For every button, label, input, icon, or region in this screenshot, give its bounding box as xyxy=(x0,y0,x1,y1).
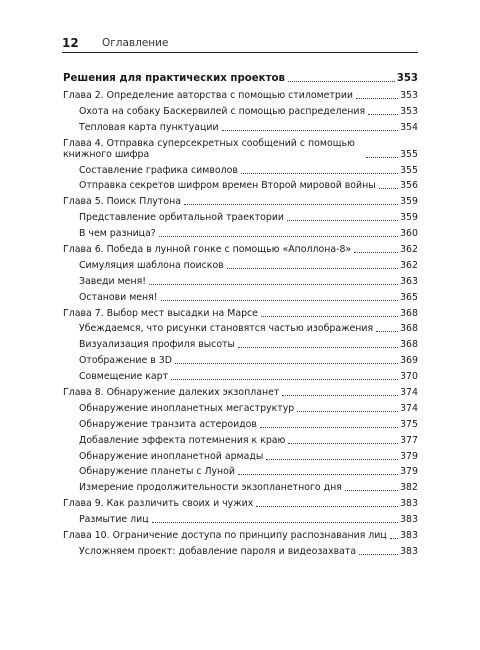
toc-entry-page: 383 xyxy=(400,514,418,526)
toc-entry-section xyxy=(63,546,418,557)
toc-entry-title: Обнаружение инопланетной армады xyxy=(79,450,264,462)
toc-entry-page: 356 xyxy=(400,180,418,192)
toc-entry-page: 359 xyxy=(400,196,418,208)
toc-entry-title: Глава 6. Победа в лунной гонке с помощью «Аполлона-8» xyxy=(63,244,352,256)
dot-leader xyxy=(379,188,398,189)
toc-entry-section xyxy=(63,466,418,477)
dot-leader xyxy=(266,459,398,460)
toc-entry-page: 368 xyxy=(400,323,418,335)
toc-entry-page: 382 xyxy=(400,482,418,494)
toc-entry-part xyxy=(63,73,418,84)
toc-entry-page: 360 xyxy=(400,228,418,240)
toc-entry-section xyxy=(63,355,418,366)
dot-leader xyxy=(256,506,398,507)
toc-entry-page: 365 xyxy=(400,291,418,303)
toc-entry-section xyxy=(63,435,418,446)
toc-entry-section xyxy=(63,228,418,239)
dot-leader xyxy=(241,173,398,174)
toc-entry-title: Составление графика символов xyxy=(79,164,238,176)
toc-entry-section xyxy=(63,514,418,525)
dot-leader xyxy=(376,331,398,332)
toc-entry-page: 368 xyxy=(400,339,418,351)
toc-entry-section xyxy=(63,260,418,271)
toc-entry-chapter xyxy=(63,498,418,509)
toc-entry-title: Глава 8. Обнаружение далеких экзопланет xyxy=(63,387,280,399)
toc-entry-title: Обнаружение транзита астероидов xyxy=(79,418,257,430)
dot-leader xyxy=(175,363,398,364)
toc-entry-section xyxy=(63,451,418,462)
toc-entry-chapter xyxy=(63,530,418,541)
toc-entry-section xyxy=(63,180,418,191)
toc-entry-title: Глава 10. Ограничение доступа по принципу распознавания лиц xyxy=(63,530,387,542)
dot-leader xyxy=(161,300,398,301)
dot-leader xyxy=(261,316,398,317)
toc-entry-section xyxy=(63,106,418,117)
dot-leader xyxy=(354,252,398,253)
toc-entry-chapter xyxy=(63,196,418,207)
dot-leader xyxy=(159,236,398,237)
dot-leader xyxy=(390,538,398,539)
dot-leader xyxy=(368,114,398,115)
toc-entry-section xyxy=(63,323,418,334)
toc-entry-page: 362 xyxy=(400,259,418,271)
toc-entry-section xyxy=(63,339,418,350)
toc-entry-title: Визуализация профиля высоты xyxy=(79,339,235,351)
toc-entry-title: Представление орбитальной траектории xyxy=(79,212,285,224)
dot-leader xyxy=(287,220,398,221)
toc-entry-chapter xyxy=(63,308,418,319)
toc-entry-title: Заведи меня! xyxy=(79,275,146,287)
toc-entry-section xyxy=(63,482,418,493)
toc-entry-chapter xyxy=(63,387,418,398)
toc-entry-title: Обнаружение инопланетных мегаструктур xyxy=(79,402,295,414)
dot-leader xyxy=(222,130,398,131)
toc-entry-title: Охота на собаку Баскервилей с помощью распределения xyxy=(79,105,366,117)
toc-entry-page: 383 xyxy=(400,498,418,510)
toc-entry-title: Решения для практических проектов xyxy=(63,73,285,84)
toc-entry-section xyxy=(63,403,418,414)
dot-leader xyxy=(260,427,398,428)
toc-entry-page: 375 xyxy=(400,418,418,430)
dot-leader xyxy=(152,522,398,523)
dot-leader xyxy=(227,268,398,269)
toc-entry-page: 374 xyxy=(400,387,418,399)
toc-entry-title: Тепловая карта пунктуации xyxy=(79,121,219,133)
toc-entry-page: 362 xyxy=(400,244,418,256)
dot-leader xyxy=(288,443,398,444)
toc-entry-chapter xyxy=(63,138,418,160)
dot-leader xyxy=(149,284,398,285)
dot-leader xyxy=(297,411,398,412)
dot-leader xyxy=(238,474,398,475)
dot-leader xyxy=(356,98,398,99)
toc-entry-page: 355 xyxy=(400,148,418,160)
toc-entry-page: 368 xyxy=(400,307,418,319)
toc-entry-section xyxy=(63,212,418,223)
toc-entry-title: Глава 5. Поиск Плутона xyxy=(63,196,181,208)
toc-entry-page: 377 xyxy=(400,434,418,446)
toc-entry-title: Останови меня! xyxy=(79,291,158,303)
toc-entry-section xyxy=(63,276,418,287)
toc-entry-page: 359 xyxy=(400,212,418,224)
toc-entry-page: 383 xyxy=(400,545,418,557)
dot-leader xyxy=(345,490,398,491)
toc-entry-title: Глава 4. Отправка суперсекретных сообщений с помощью книжного шифра xyxy=(63,137,355,160)
toc-entry-title: Глава 7. Выбор мест высадки на Марсе xyxy=(63,307,258,319)
toc-entry-title: Симуляция шаблона поисков xyxy=(79,259,224,271)
page-number: 12 xyxy=(62,36,79,50)
dot-leader xyxy=(238,347,398,348)
toc-entry-page: 354 xyxy=(400,121,418,133)
toc-entry-title: Глава 9. Как различить своих и чужих xyxy=(63,498,254,510)
toc-entry-page: 379 xyxy=(400,450,418,462)
table-of-contents xyxy=(63,73,418,562)
toc-entry-title: Усложняем проект: добавление пароля и видеозахвата xyxy=(79,545,357,557)
toc-entry-page: 353 xyxy=(400,105,418,117)
toc-entry-page: 353 xyxy=(400,90,418,101)
toc-entry-title: Убеждаемся, что рисунки становятся частью изображения xyxy=(79,323,374,335)
running-title: Оглавление xyxy=(102,37,169,49)
toc-entry-title: Добавление эффекта потемнения к краю xyxy=(79,434,286,446)
dot-leader xyxy=(171,379,398,380)
toc-entry-page: 370 xyxy=(400,371,418,383)
toc-entry-title: Размытие лиц xyxy=(79,514,149,526)
toc-entry-page: 374 xyxy=(400,402,418,414)
toc-entry-page: 353 xyxy=(396,73,418,84)
toc-entry-section xyxy=(63,292,418,303)
toc-entry-page: 355 xyxy=(400,164,418,176)
page-header xyxy=(62,38,418,53)
toc-entry-section xyxy=(63,165,418,176)
toc-entry-page: 379 xyxy=(400,466,418,478)
toc-entry-chapter xyxy=(63,90,418,101)
toc-entry-title: Отправка секретов шифром времен Второй мировой войны xyxy=(79,180,376,192)
dot-leader xyxy=(288,81,395,82)
toc-entry-section xyxy=(63,371,418,382)
toc-entry-chapter xyxy=(63,244,418,255)
toc-entry-page: 363 xyxy=(400,275,418,287)
toc-entry-title: В чем разница? xyxy=(79,228,156,240)
toc-entry-title: Совмещение карт xyxy=(79,371,169,383)
toc-entry-page: 369 xyxy=(400,355,418,367)
dot-leader xyxy=(184,204,398,205)
toc-entry-page: 383 xyxy=(400,530,418,542)
toc-entry-section xyxy=(63,419,418,430)
dot-leader xyxy=(282,395,398,396)
toc-entry-title: Отображение в 3D xyxy=(79,355,172,367)
dot-leader xyxy=(366,157,398,158)
toc-entry-title: Измерение продолжительности экзопланетного дня xyxy=(79,482,342,494)
toc-entry-title: Глава 2. Определение авторства с помощью стилометрии xyxy=(63,90,354,101)
dot-leader xyxy=(359,554,398,555)
toc-entry-title: Обнаружение планеты с Луной xyxy=(79,466,236,478)
toc-entry-section xyxy=(63,122,418,133)
